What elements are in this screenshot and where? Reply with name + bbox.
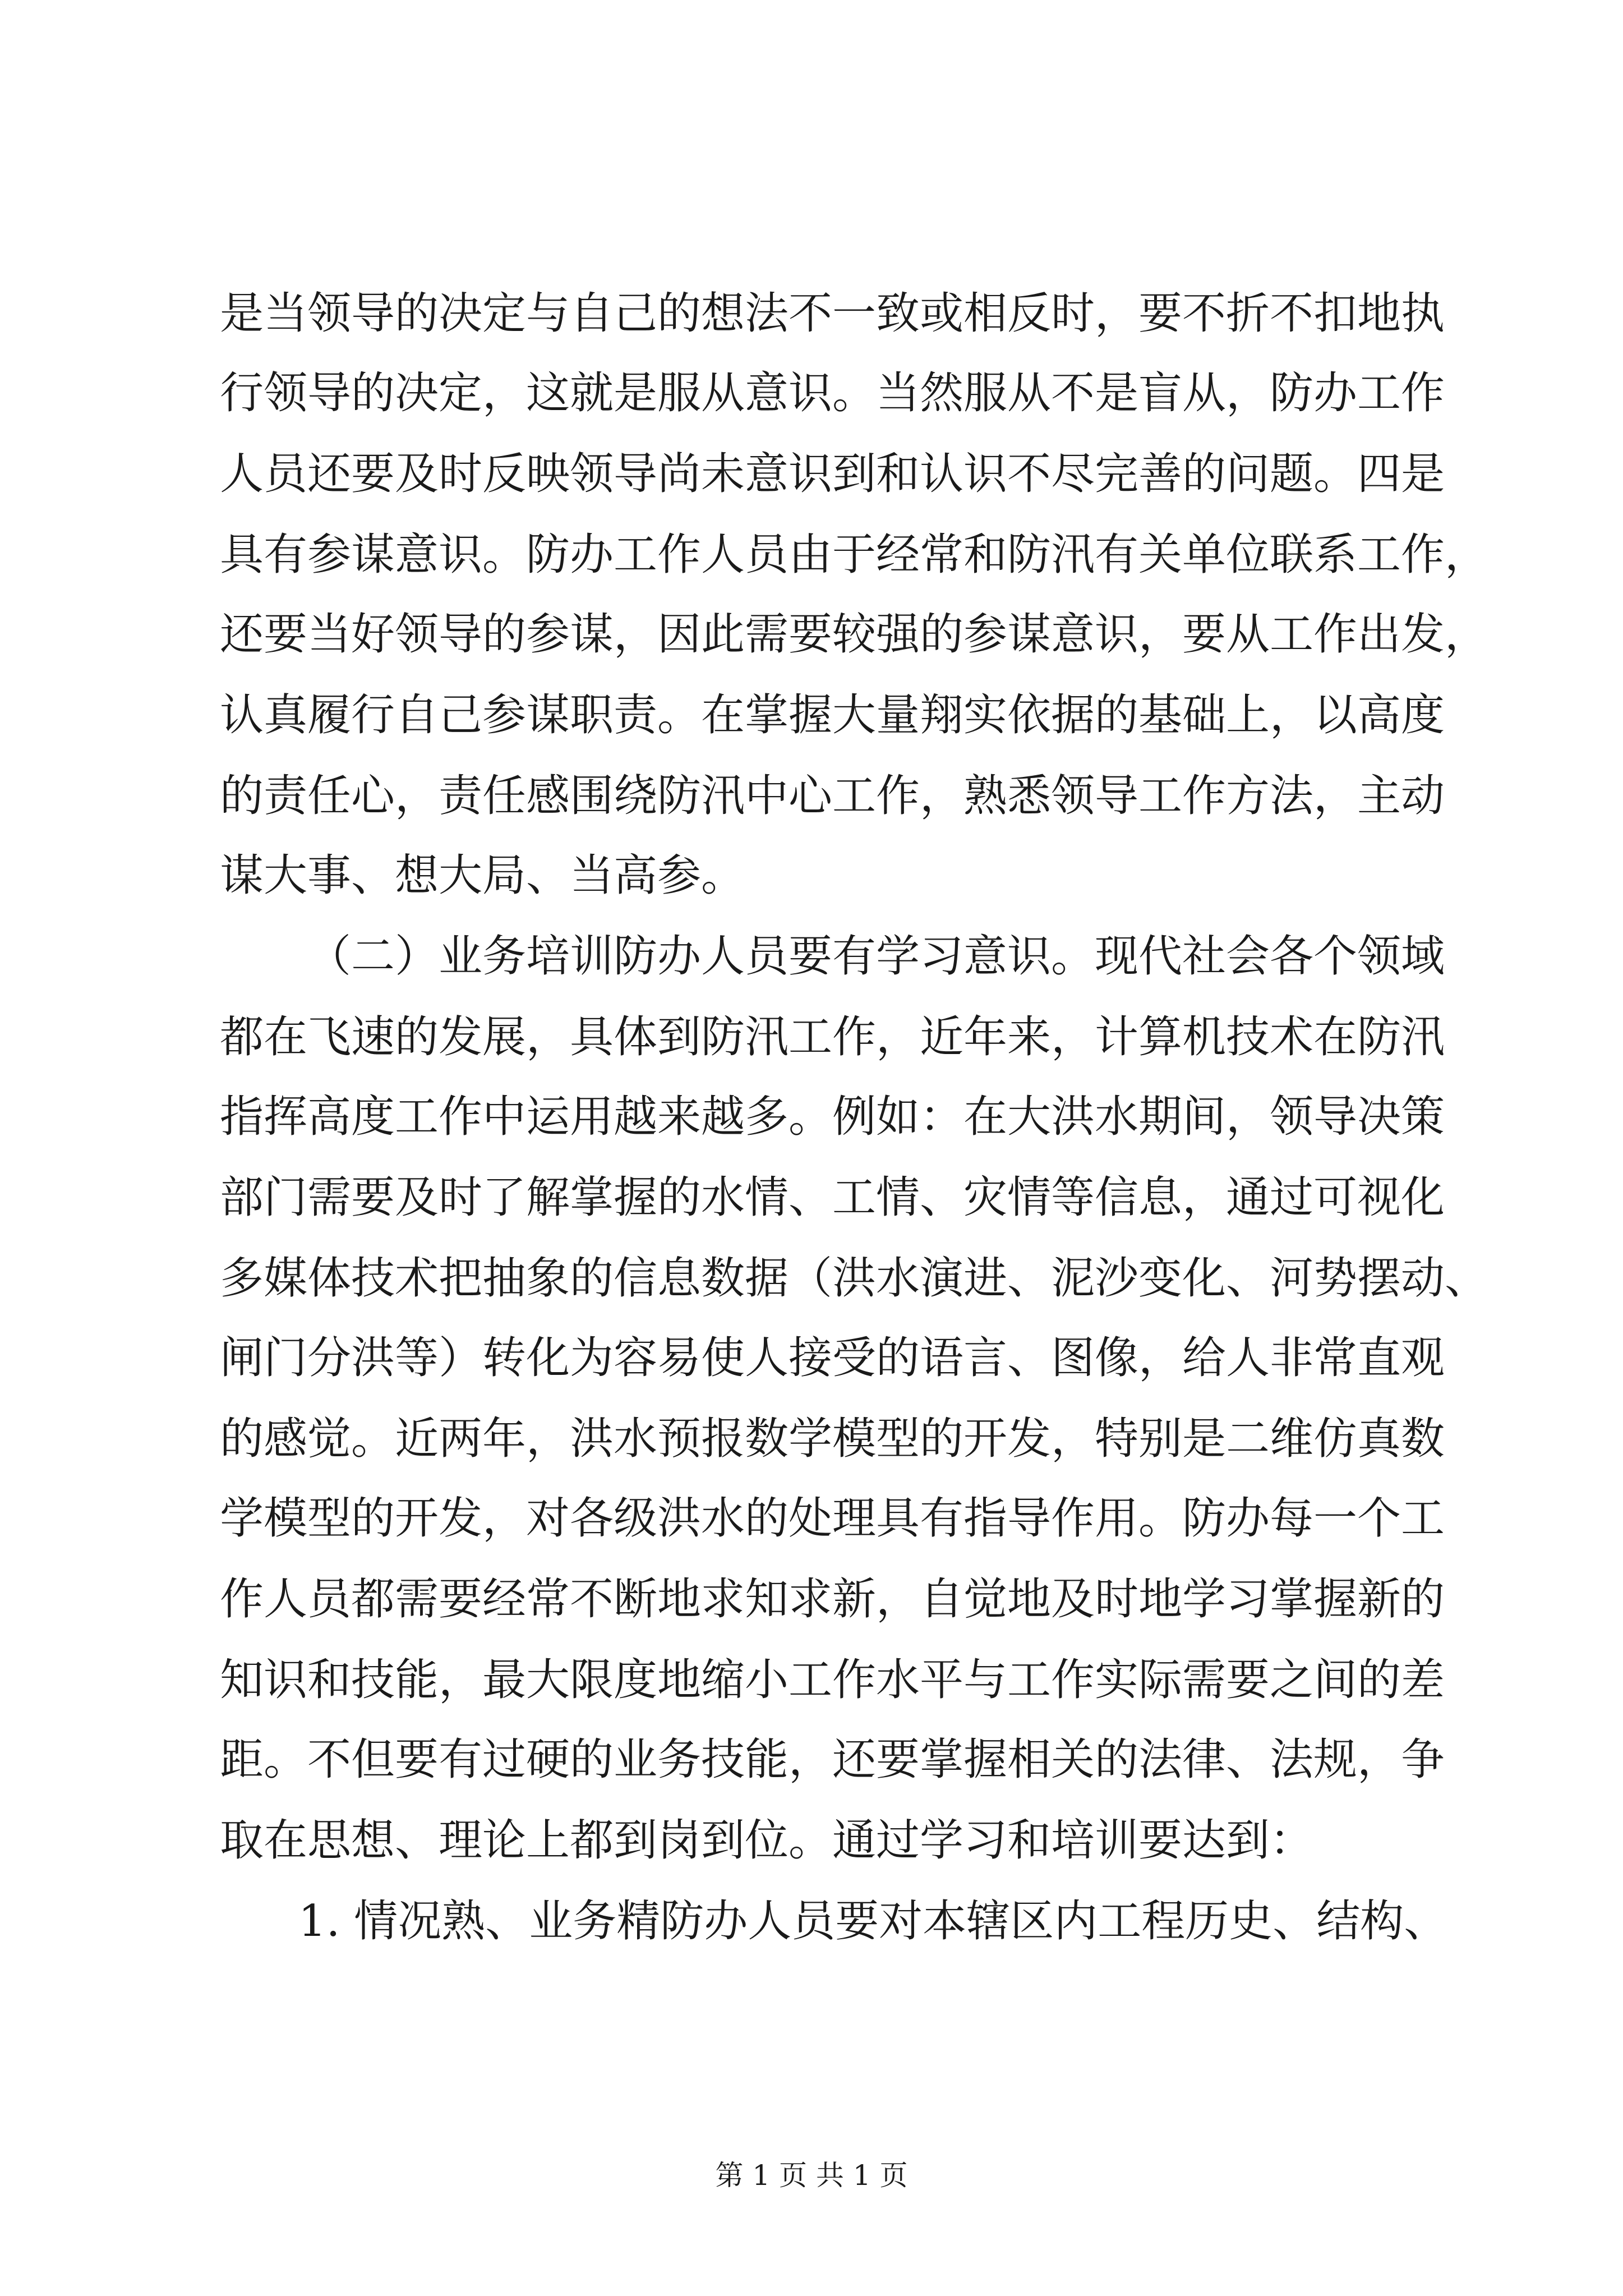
text-line: 人员还要及时反映领导尚未意识到和认识不尽完善的问题。四是 [220, 449, 1445, 499]
text-line: 是当领导的决定与自己的想法不一致或相反时，要不折不扣地执 [220, 288, 1445, 339]
text-line: 部门需要及时了解掌握的水情、工情、灾情等信息，通过可视化 [220, 1172, 1445, 1223]
text-line: 具有参谋意识。防办工作人员由于经常和防汛有关单位联系工作， [220, 530, 1489, 580]
text-line: 还要当好领导的参谋，因此需要较强的参谋意识，要从工作出发， [220, 609, 1489, 660]
text-line: 谋大事、想大局、当高参。 [220, 850, 745, 901]
numbered-item-line: 1. 情况熟、业务精防办人员要对本辖区内工程历史、结构、 [298, 1896, 1448, 1947]
text-line: 的责任心，责任感围绕防汛中心工作，熟悉领导工作方法，主动 [220, 771, 1445, 821]
text-line: 认真履行自己参谋职责。在掌握大量翔实依据的基础上，以高度 [220, 690, 1445, 740]
text-line: 的感觉。近两年，洪水预报数学模型的开发，特别是二维仿真数 [220, 1414, 1445, 1464]
text-line: 闸门分洪等）转化为容易使人接受的语言、图像，给人非常直观 [220, 1333, 1445, 1383]
text-line: 距。不但要有过硬的业务技能，还要掌握相关的法律、法规，争 [220, 1734, 1445, 1785]
text-line: 多媒体技术把抽象的信息数据（洪水演进、泥沙变化、河势摆动、 [220, 1253, 1489, 1304]
text-line: 都在飞速的发展，具体到防汛工作，近年来，计算机技术在防汛 [220, 1012, 1445, 1062]
paragraph-heading-line: （二）业务培训防办人员要有学习意识。现代社会各个领域 [307, 931, 1445, 982]
text-line: 知识和技能，最大限度地缩小工作水平与工作实际需要之间的差 [220, 1655, 1445, 1705]
text-line: 学模型的开发，对各级洪水的处理具有指导作用。防办每一个工 [220, 1493, 1445, 1544]
page-footer: 第 1 页 共 1 页 [715, 2159, 908, 2192]
text-line: 作人员都需要经常不断地求知求新，自觉地及时地学习掌握新的 [220, 1574, 1445, 1625]
text-line: 行领导的决定，这就是服从意识。当然服从不是盲从，防办工作 [220, 368, 1445, 418]
text-line: 指挥高度工作中运用越来越多。例如：在大洪水期间，领导决策 [220, 1092, 1445, 1142]
text-line: 取在思想、理论上都到岗到位。通过学习和培训要达到： [220, 1815, 1314, 1866]
